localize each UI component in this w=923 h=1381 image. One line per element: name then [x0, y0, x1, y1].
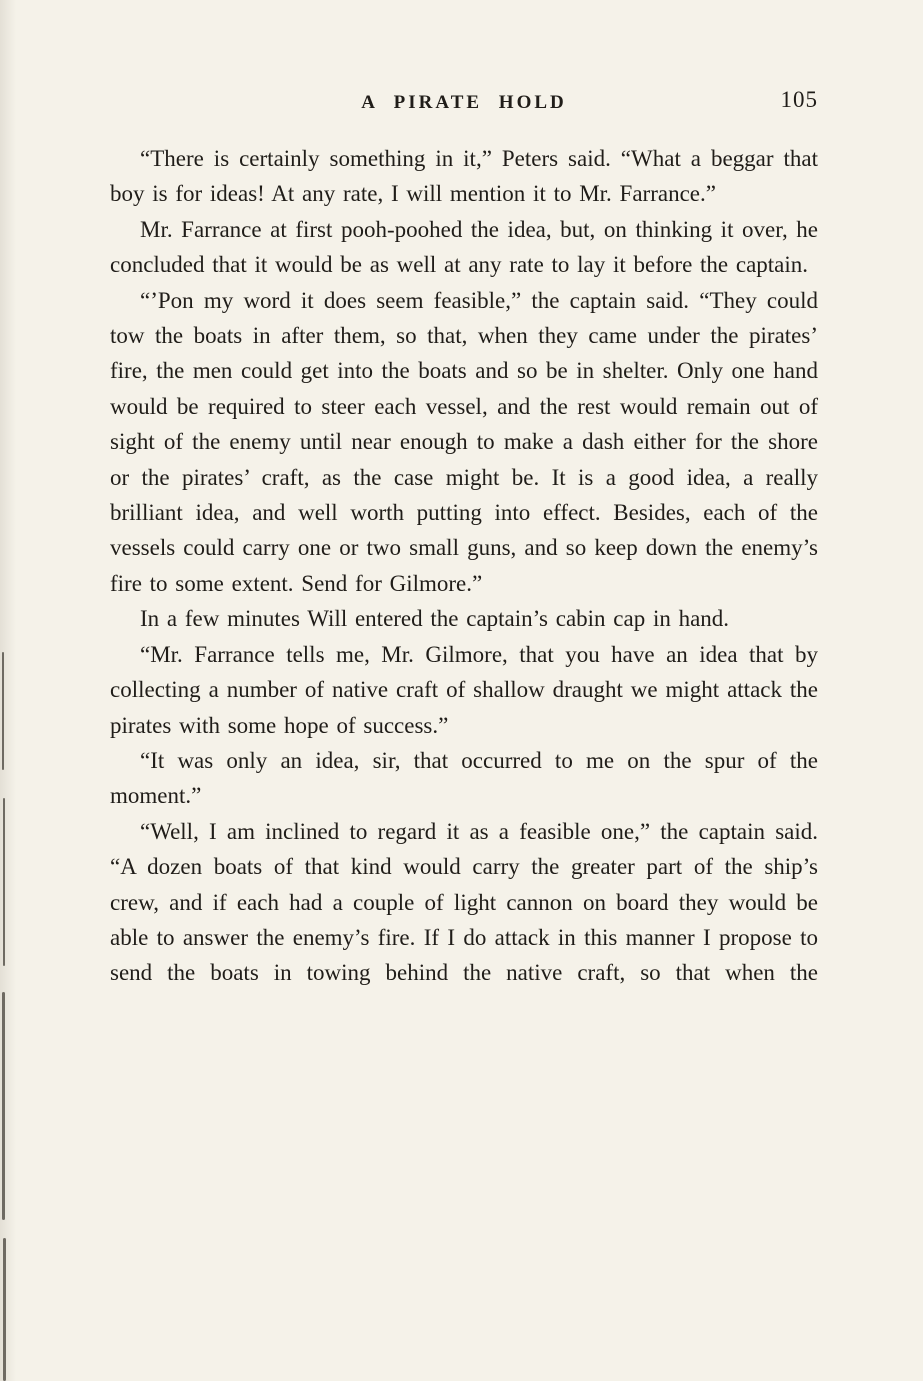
binding-mark	[3, 1238, 6, 1381]
binding-mark	[2, 652, 4, 770]
paragraph: Mr. Farrance at first pooh-poohed the idea, but, on thinking it over, he concluded that it would be as well at any rate to lay it before the captain.	[110, 216, 818, 278]
page-header	[110, 87, 818, 122]
paragraph: “Well, I am inclined to regard it as a feasible one,” the captain said. “A dozen boats of that kind would carry the greater part of the ship’s crew, and if each had a couple of light cannon on board they would be able to answer the enemy’s fire. If I do attack in this manner I propose to send the boats in towing behind the native craft, so that when the	[110, 818, 818, 986]
binding-mark	[2, 992, 5, 1220]
text-block	[110, 141, 818, 991]
paragraph: “Mr. Farrance tells me, Mr. Gilmore, that you have an idea that by collecting a number of native craft of shallow draught we might attack the pirates with some hope of success.”	[110, 641, 818, 738]
paragraph: “’Pon my word it does seem feasible,” the captain said. “They could tow the boats in after them, so that, when they came under the pirates’ fire, the men could get into the boats and so be in shelter. Only one hand would be required to steer each vessel, and the rest would remain out of sight of the enemy until near enough to make a dash either for the shore or the pirates’ craft, as the case might be. It is a good idea, a really brilliant idea, and well worth putting into effect. Besides, each of the vessels could carry one or two small guns, and so keep down the enemy’s fire to some extent. Send for Gilmore.”	[110, 287, 818, 596]
paragraph: “It was only an idea, sir, that occurred to me on the spur of the moment.”	[110, 747, 818, 809]
page-number: 105	[780, 87, 818, 112]
paragraph: “There is certainly something in it,” Peters said. “What a beggar that boy is for ideas! At any rate, I will mention it to Mr. Farrance.”	[110, 146, 818, 207]
binding-mark	[3, 798, 5, 966]
paragraph: In a few minutes Will entered the captain’s cabin cap in hand.	[140, 606, 730, 632]
running-title: A PIRATE HOLD	[361, 92, 567, 113]
